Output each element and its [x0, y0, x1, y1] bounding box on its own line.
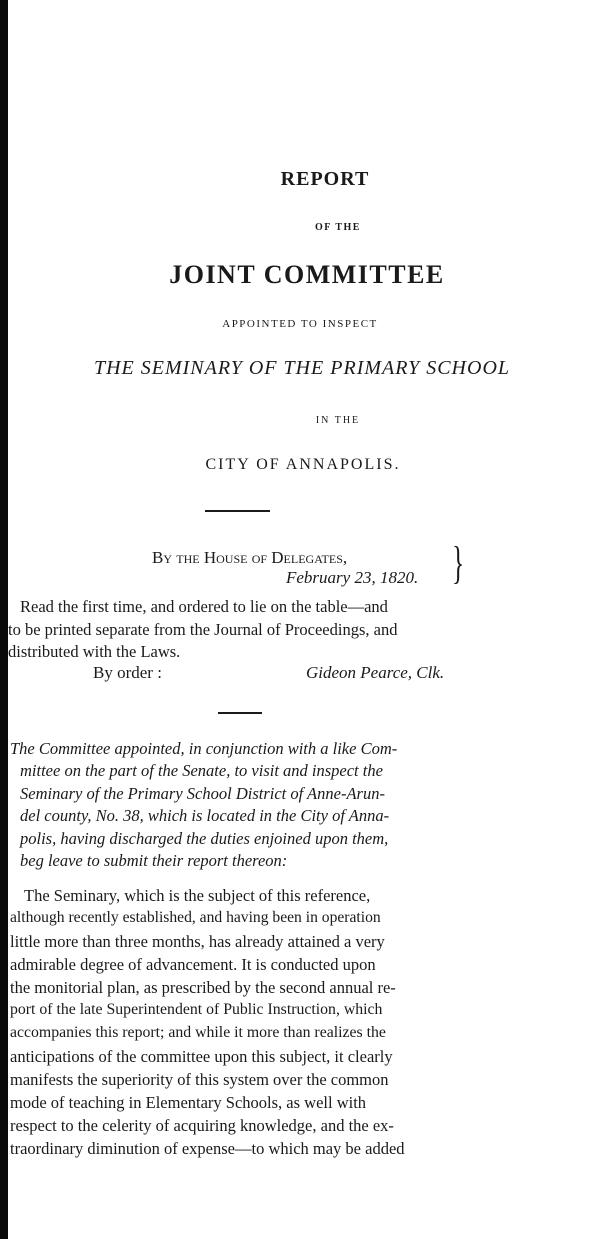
section-divider — [218, 712, 262, 714]
body-line-1: The Seminary, which is the subject of this reference, — [24, 886, 371, 905]
subject-heading: THE SEMINARY OF THE PRIMARY SCHOOL — [93, 357, 511, 379]
appointed-line: APPOINTED TO INSPECT — [222, 318, 378, 330]
by-order-label: By order : — [93, 663, 162, 682]
body-line-2: although recently established, and having been in operation — [10, 909, 381, 926]
order-line-1: Read the first time, and ordered to lie on the table—and — [20, 597, 388, 616]
intro-line-4: del county, No. 38, which is located in the City of Anna- — [20, 806, 390, 825]
order-line-3: distributed with the Laws. — [8, 642, 181, 661]
of-the-line: OF THE — [315, 222, 361, 233]
committee-heading: JOINT COMMITTEE — [169, 260, 445, 289]
report-heading: REPORT — [280, 168, 370, 190]
body-line-8: anticipations of the committee upon this subject, it clearly — [10, 1047, 393, 1066]
body-line-12: traordinary diminution of expense—to which may be added — [10, 1139, 405, 1158]
body-line-6: port of the late Superintendent of Public Instruction, which — [10, 1001, 383, 1018]
city-heading: CITY OF ANNAPOLIS. — [205, 456, 401, 473]
intro-line-6: beg leave to submit their report thereon: — [20, 851, 288, 870]
intro-line-5: polis, having discharged the duties enjoined upon them, — [20, 829, 389, 848]
body-line-3: little more than three months, has already attained a very — [10, 932, 385, 951]
body-line-7: accompanies this report; and while it more than realizes the — [10, 1024, 386, 1041]
body-line-11: respect to the celerity of acquiring knowledge, and the ex- — [10, 1116, 394, 1135]
body-line-9: manifests the superiority of this system over the common — [10, 1070, 389, 1089]
title-divider — [205, 510, 270, 512]
intro-line-2: mittee on the part of the Senate, to visit and inspect the — [20, 761, 383, 780]
order-line-2: to be printed separate from the Journal of Proceedings, and — [8, 620, 398, 639]
house-heading: By the House of Delegates, — [152, 548, 348, 567]
body-line-10: mode of teaching in Elementary Schools, as well with — [10, 1093, 367, 1112]
in-the-line: IN THE — [315, 415, 361, 426]
date-line: February 23, 1820. — [286, 568, 419, 587]
clerk-signature: Gideon Pearce, Clk. — [306, 663, 445, 682]
intro-line-1: The Committee appointed, in conjunction with a like Com- — [10, 739, 398, 758]
body-line-5: the monitorial plan, as prescribed by the second annual re- — [10, 978, 396, 997]
brace-mark: } — [452, 537, 465, 588]
body-line-4: admirable degree of advancement. It is conducted upon — [10, 955, 376, 974]
intro-line-3: Seminary of the Primary School District of Anne-Arun- — [20, 784, 385, 803]
